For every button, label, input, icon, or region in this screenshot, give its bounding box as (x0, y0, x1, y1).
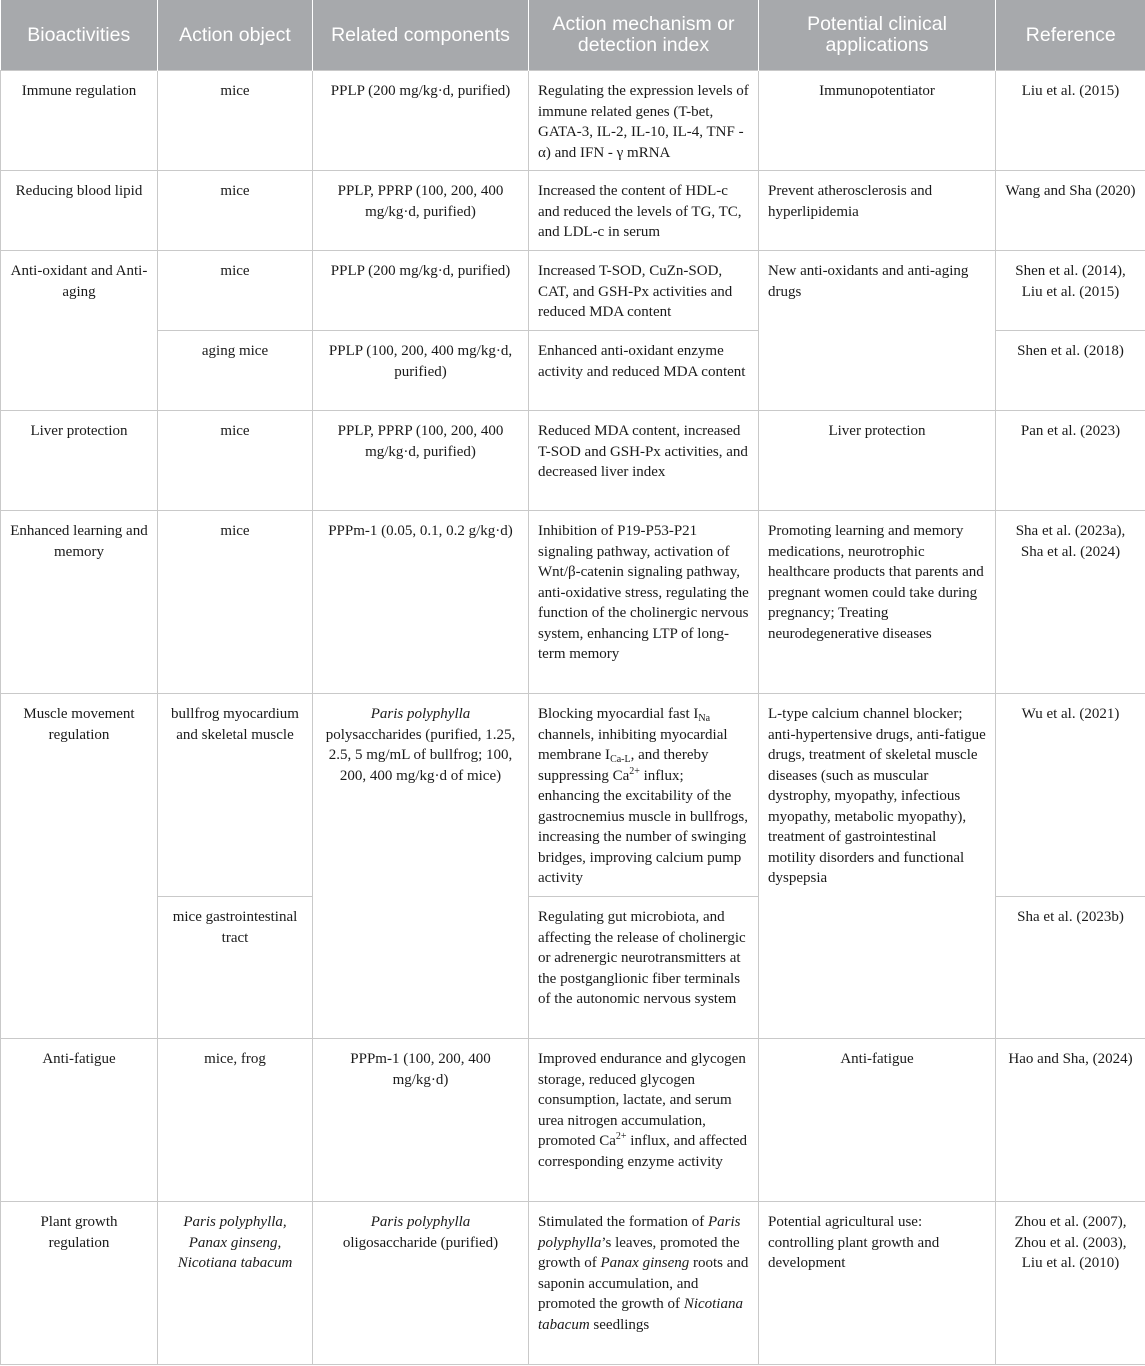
bioactivity-cell: Anti-fatigue (1, 1039, 158, 1202)
components-cell: PPLP (100, 200, 400 mg/kg·d, purified) (313, 331, 529, 411)
species-name: Paris polyphylla (370, 1214, 471, 1230)
bioactivity-cell: Anti-oxidant and Anti-aging (1, 251, 158, 411)
table-row (1, 511, 1145, 694)
reference-cell: Sha et al. (2023a), Sha et al. (2024) (996, 511, 1145, 694)
header-mechanism: Action mechanism or detection index (529, 0, 759, 71)
clinical-cell: Immunopotentiator (759, 71, 996, 171)
clinical-cell: L-type calcium channel blocker; anti-hypertensive drugs, anti-fatigue drugs, treatment of skeletal muscle diseases (such as muscular dystrophy, myopathy, infectious myopathy, metabolic myopathy), treatment of gastrointestinal motility disorders and functional dyspepsia (759, 694, 996, 1039)
components-text: oligosaccharide (purified) (342, 1234, 499, 1251)
mechanism-text: ’s leaves, promoted the growth of (538, 1234, 740, 1271)
bioactivity-cell: Liver protection (1, 411, 158, 511)
action-object-cell: mice gastrointestinal tract (158, 897, 313, 1039)
reference-cell: Sha et al. (2023b) (996, 897, 1145, 1039)
reference-cell: Liu et al. (2015) (996, 71, 1145, 171)
subscript-na: Na (698, 713, 711, 724)
bioactivity-cell: Plant growth regulation (1, 1202, 158, 1365)
clinical-cell: New anti-oxidants and anti-aging drugs (759, 251, 996, 411)
mechanism-cell: Increased the content of HDL-c and reduced the levels of TG, TC, and LDL-c in serum (529, 171, 759, 251)
species-name: Nicotiana tabacum (538, 1296, 743, 1333)
components-cell (313, 1202, 529, 1365)
action-object-cell: bullfrog myocardium and skeletal muscle (158, 694, 313, 897)
header-bioactivities: Bioactivities (1, 0, 158, 71)
action-object-cell: mice, frog (158, 1039, 313, 1202)
header-related-components: Related components (313, 0, 529, 71)
bioactivity-cell: Reducing blood lipid (1, 171, 158, 251)
mechanism-text: channels, inhibiting myocardial membrane I (538, 726, 728, 763)
species-name: Panax ginseng (600, 1255, 690, 1271)
reference-cell: Pan et al. (2023) (996, 411, 1145, 511)
species-name: Paris polyphylla, (183, 1214, 287, 1230)
reference-cell: Hao and Sha, (2024) (996, 1039, 1145, 1202)
mechanism-text: roots and saponin accumulation, and promoted the growth of (538, 1255, 749, 1312)
components-text: polysaccharides (purified, 1.25, 2.5, 5 mg/mL of bullfrog; 100, 200, 400 mg/kg·d of mice) (325, 726, 516, 784)
components-cell: PPLP, PPRP (100, 200, 400 mg/kg·d, purified) (313, 171, 529, 251)
table-row (1, 1039, 1145, 1202)
mechanism-text: , and thereby suppressing Ca (538, 747, 709, 784)
clinical-cell: Promoting learning and memory medications, neurotrophic healthcare products that parents and pregnant women could take during pregnancy; Treating neurodegenerative diseases (759, 511, 996, 694)
table-row (1, 171, 1145, 251)
clinical-cell: Potential agricultural use: controlling plant growth and development (759, 1202, 996, 1365)
reference-cell: Wu et al. (2021) (996, 694, 1145, 897)
table-row (1, 694, 1145, 897)
clinical-cell: Prevent atherosclerosis and hyperlipidemia (759, 171, 996, 251)
table-row (1, 71, 1145, 171)
components-cell: PPLP (200 mg/kg·d, purified) (313, 71, 529, 171)
header-row (1, 0, 1145, 71)
bioactivity-cell: Muscle movement regulation (1, 694, 158, 1039)
table-row (1, 251, 1145, 331)
action-object-cell: mice (158, 251, 313, 331)
components-cell: PPPm-1 (100, 200, 400 mg/kg·d) (313, 1039, 529, 1202)
header-clinical: Potential clinical applications (759, 0, 996, 71)
species-name: Paris polyphylla (370, 706, 471, 722)
action-object-cell: aging mice (158, 331, 313, 411)
mechanism-cell: Regulating the expression levels of immune related genes (T-bet, GATA-3, IL-2, IL-10, IL-4, TNF - α) and IFN - γ mRNA (529, 71, 759, 171)
mechanism-cell: Enhanced anti-oxidant enzyme activity and reduced MDA content (529, 331, 759, 411)
mechanism-cell (529, 1202, 759, 1365)
clinical-cell: Liver protection (759, 411, 996, 511)
action-object-cell: mice (158, 171, 313, 251)
superscript-charge: 2+ (629, 765, 640, 777)
components-cell: PPLP (200 mg/kg·d, purified) (313, 251, 529, 331)
reference-cell: Wang and Sha (2020) (996, 171, 1145, 251)
bioactivity-cell: Enhanced learning and memory (1, 511, 158, 694)
action-object-cell (158, 1202, 313, 1365)
mechanism-text: Stimulated the formation of (538, 1214, 705, 1230)
reference-cell: Shen et al. (2018) (996, 331, 1145, 411)
action-object-cell: mice (158, 411, 313, 511)
mechanism-cell (529, 1039, 759, 1202)
species-name: Paris polyphylla (538, 1214, 741, 1251)
clinical-cell: Anti-fatigue (759, 1039, 996, 1202)
mechanism-text: Improved endurance and glycogen storage, reduced glycogen consumption, lactate, and serum urea nitrogen accumulation, promoted Ca (538, 1051, 746, 1149)
action-object-cell: mice (158, 71, 313, 171)
table-row (1, 411, 1145, 511)
header-action-object: Action object (158, 0, 313, 71)
table-row (1, 1202, 1145, 1365)
species-name: Nicotiana tabacum (177, 1255, 293, 1271)
components-cell: PPLP, PPRP (100, 200, 400 mg/kg·d, purified) (313, 411, 529, 511)
mechanism-text: seedlings (593, 1316, 650, 1333)
mechanism-cell (529, 694, 759, 897)
mechanism-text: influx; enhancing the excitability of the gastrocnemius muscle in bullfrogs, increasing the number of swinging bridges, improving calcium pump activity (538, 767, 748, 886)
mechanism-text: influx, and affected corresponding enzyme activity (538, 1133, 748, 1170)
mechanism-cell: Inhibition of P19-P53-P21 signaling pathway, activation of Wnt/β-catenin signaling pathway, anti-oxidative stress, regulating the function of the cholinergic nervous system, enhancing LTP of long-term memory (529, 511, 759, 694)
reference-cell: Zhou et al. (2007), Zhou et al. (2003), Liu et al. (2010) (996, 1202, 1145, 1365)
header-reference: Reference (996, 0, 1145, 71)
mechanism-cell: Regulating gut microbiota, and affecting the release of cholinergic or adrenergic neurotransmitters at the postganglionic fiber terminals of the autonomic nervous system (529, 897, 759, 1039)
superscript-charge: 2+ (615, 1131, 627, 1142)
mechanism-text: Blocking myocardial fast I (538, 706, 699, 722)
mechanism-cell: Increased T-SOD, CuZn-SOD, CAT, and GSH-Px activities and reduced MDA content (529, 251, 759, 331)
components-cell (313, 694, 529, 1039)
bioactivity-cell: Immune regulation (1, 71, 158, 171)
mechanism-cell: Reduced MDA content, increased T-SOD and GSH-Px activities, and decreased liver index (529, 411, 759, 511)
components-cell: PPPm-1 (0.05, 0.1, 0.2 g/kg·d) (313, 511, 529, 694)
species-name: Panax ginseng, (188, 1234, 282, 1251)
action-object-cell: mice (158, 511, 313, 694)
subscript-ca-l: Ca-L (610, 754, 631, 765)
reference-cell: Shen et al. (2014), Liu et al. (2015) (996, 251, 1145, 331)
